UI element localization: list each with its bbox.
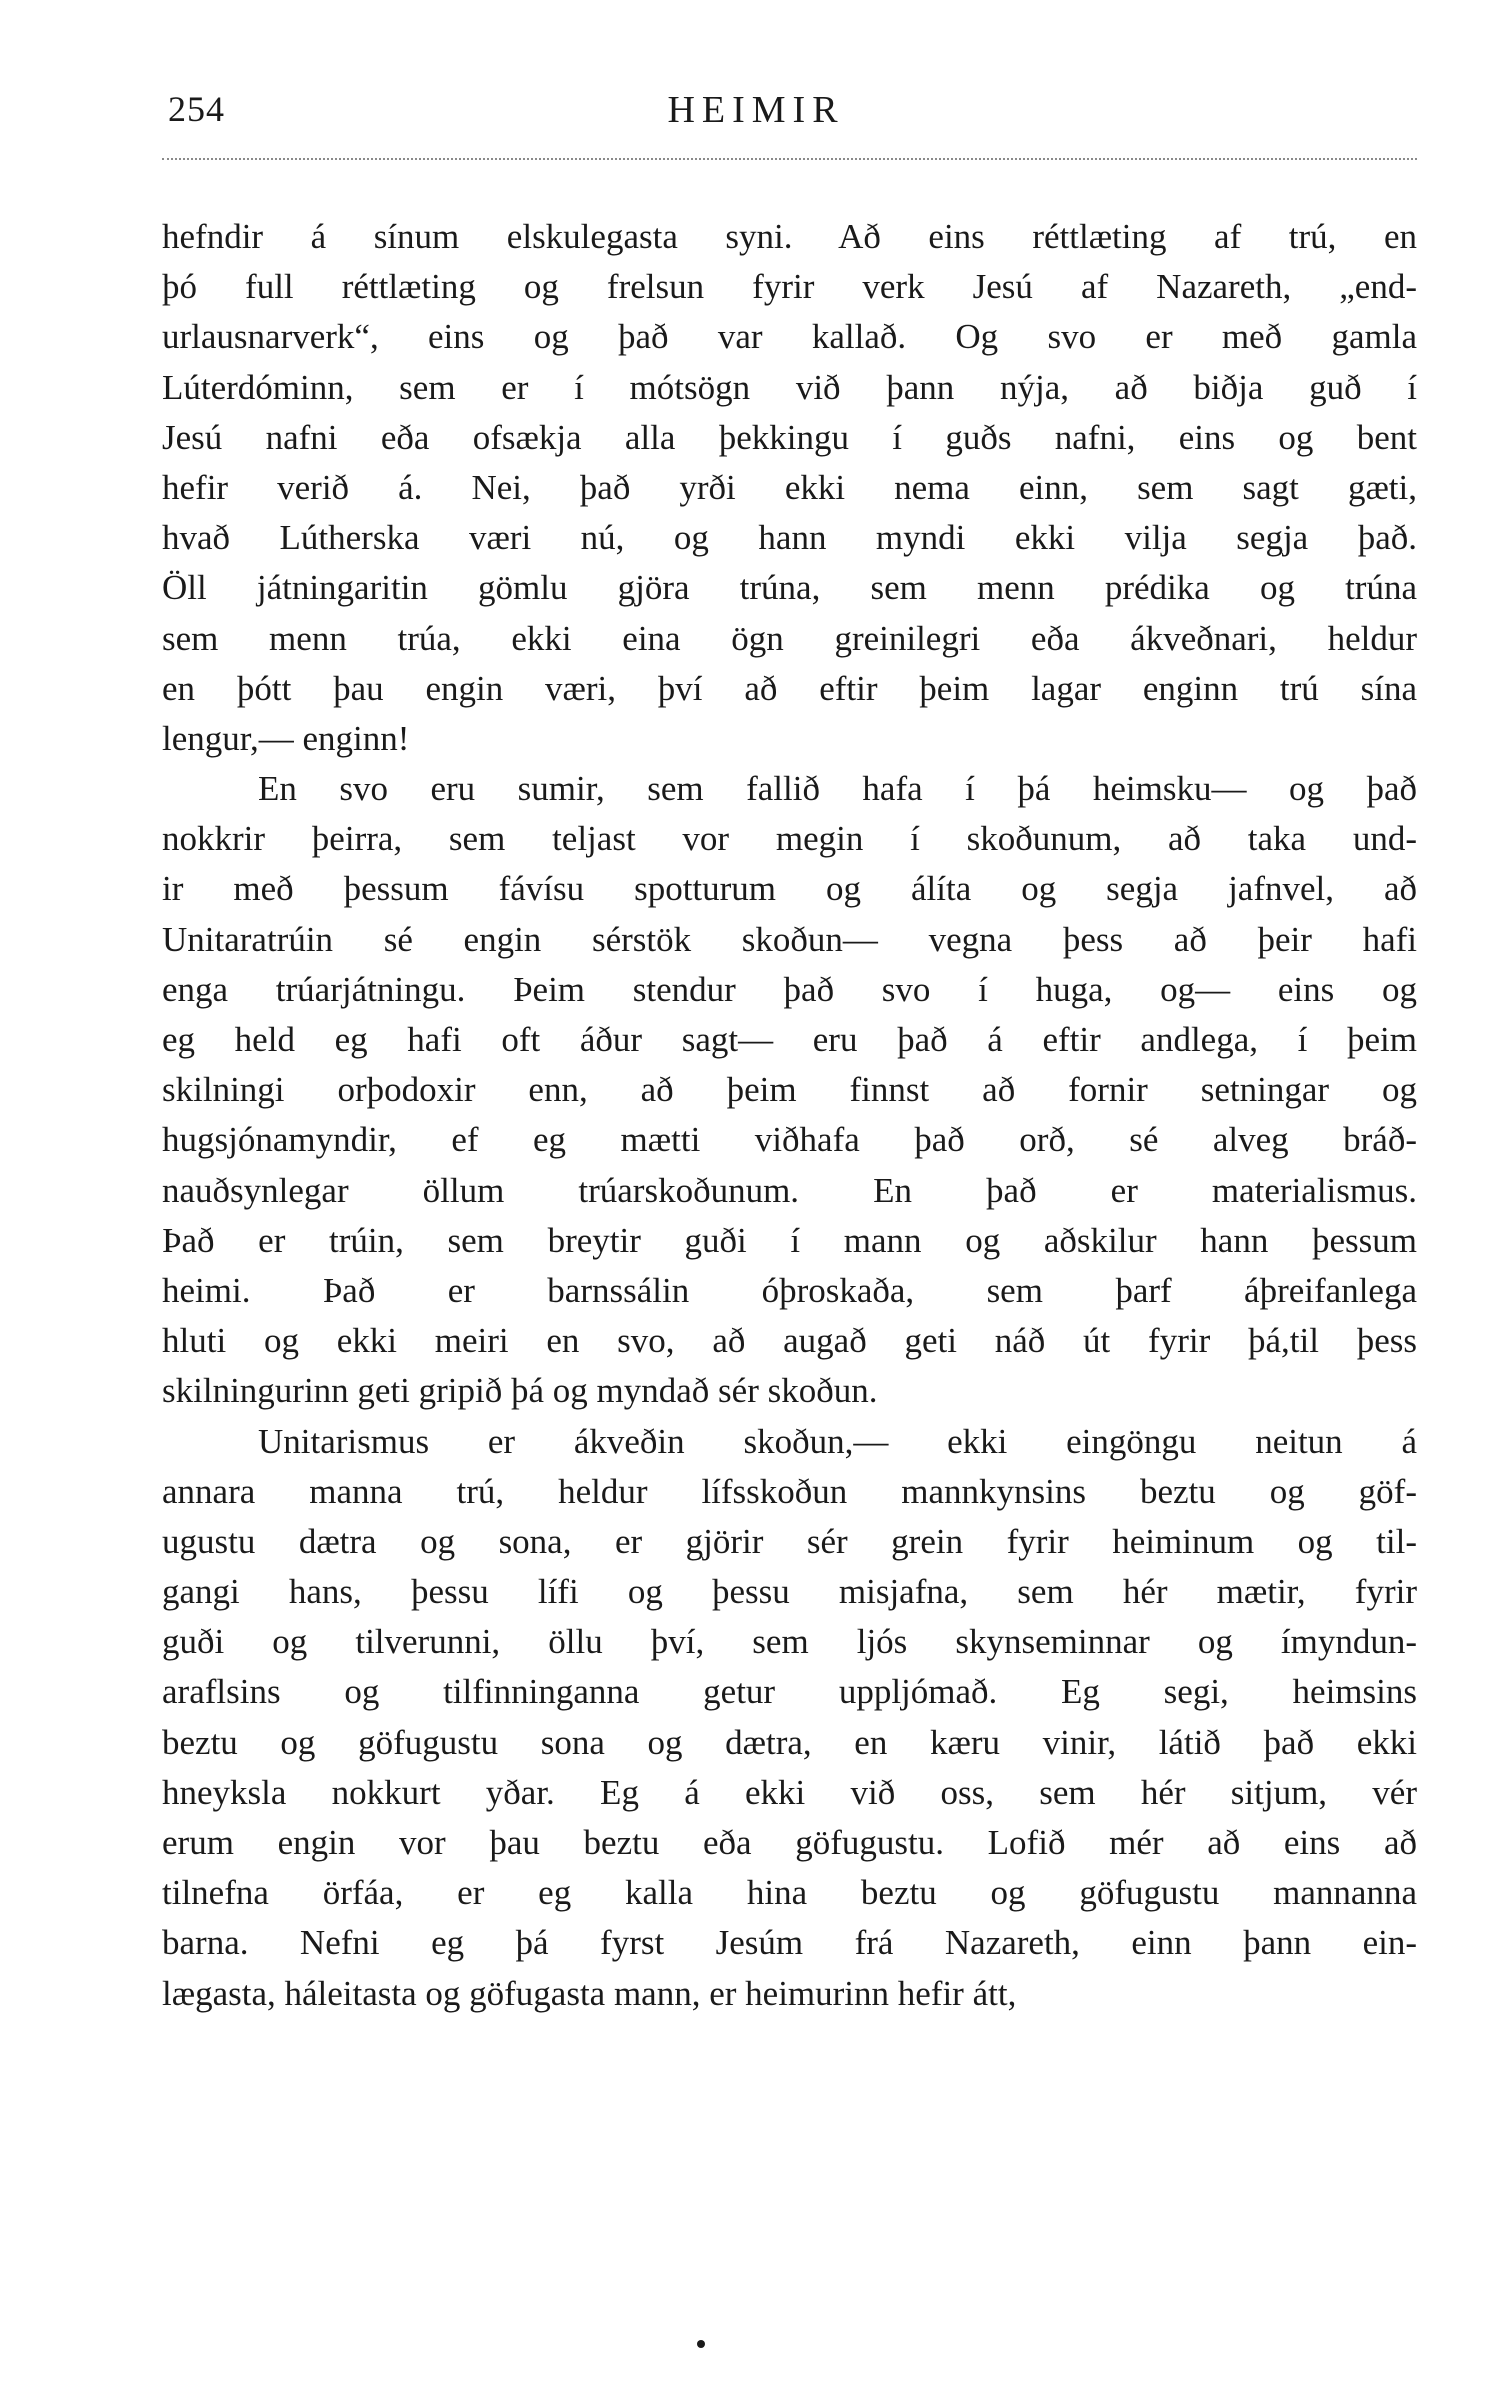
text-line: hneyksla nokkurt yðar. Eg á ekki við oss, sem hér sitjum, vér	[162, 1772, 1417, 1812]
text-line: þó full réttlæting og frelsun fyrir verk Jesú af Nazareth, „end-	[162, 267, 1417, 307]
text-line: tilnefna örfáa, er eg kalla hina beztu og göfugustu mannanna	[162, 1873, 1417, 1913]
text-line: ir með þessum fávísu spotturum og álíta og segja jafnvel, að	[162, 869, 1417, 909]
text-line: hefir verið á. Nei, það yrði ekki nema einn, sem sagt gæti,	[162, 467, 1417, 507]
text-line: hugsjónamyndir, ef eg mætti viðhafa það orð, sé alveg bráð-	[162, 1120, 1417, 1160]
paragraph	[162, 764, 1417, 1416]
text-line: Jesú nafni eða ofsækja alla þekkingu í guðs nafni, eins og bent	[162, 417, 1417, 457]
text-line: erum engin vor þau beztu eða göfugustu. Lofið mér að eins að	[162, 1823, 1417, 1862]
text-line: Lúterdóminn, sem er í mótsögn við þann nýja, að biðja guð í	[162, 367, 1417, 407]
text-line: guði og tilverunni, öllu því, sem ljós skynseminnar og ímyndun-	[162, 1622, 1417, 1662]
body-text	[162, 212, 1417, 2019]
text-line: annara manna trú, heldur lífsskoðun mannkynsins beztu og göf-	[162, 1471, 1417, 1511]
text-line: skilningi orþodoxir enn, að þeim finnst að fornir setningar og	[162, 1070, 1417, 1110]
paragraph	[162, 1417, 1417, 2019]
text-line: nokkrir þeirra, sem teljast vor megin í skoðunum, að taka und-	[162, 819, 1417, 859]
text-line: beztu og göfugustu sona og dætra, en kæru vinir, látið það ekki	[162, 1722, 1417, 1762]
running-title: HEIMIR	[667, 89, 845, 131]
text-line: lengur,— enginn!	[162, 718, 410, 758]
text-line: barna. Nefni eg þá fyrst Jesúm frá Nazareth, einn þann ein-	[162, 1923, 1417, 1963]
text-line: Unitarismus er ákveðin skoðun,— ekki eingöngu neitun á	[258, 1421, 1417, 1461]
text-line: hluti og ekki meiri en svo, að augað geti náð út fyrir þá,til þess	[162, 1321, 1417, 1361]
text-line: lægasta, háleitasta og göfugasta mann, er heimurinn hefir átt,	[162, 1973, 1017, 2013]
text-line: sem menn trúa, ekki eina ögn greinilegri eða ákveðnari, heldur	[162, 618, 1417, 658]
text-line: hefndir á sínum elskulegasta syni. Að eins réttlæting af trú, en	[162, 217, 1417, 256]
text-line: gangi hans, þessu lífi og þessu misjafna, sem hér mætir, fyrir	[162, 1572, 1417, 1612]
text-line: en þótt þau engin væri, því að eftir þeim lagar enginn trú sína	[162, 668, 1417, 708]
text-line: heimi. Það er barnssálin óþroskaða, sem þarf áþreifanlega	[162, 1270, 1417, 1310]
text-line: araflsins og tilfinninganna getur uppljómað. Eg segi, heimsins	[162, 1672, 1417, 1712]
text-line: enga trúarjátningu. Þeim stendur það svo í huga, og— eins og	[162, 969, 1417, 1009]
text-line: ugustu dætra og sona, er gjörir sér grein fyrir heiminum og til-	[162, 1521, 1417, 1561]
paragraph	[162, 212, 1417, 764]
text-line: urlausnarverk“, eins og það var kallað. Og svo er með gamla	[162, 317, 1417, 357]
printer-mark	[697, 2340, 705, 2348]
header-rule	[162, 158, 1417, 160]
text-line: eg held eg hafi oft áður sagt— eru það á eftir andlega, í þeim	[162, 1020, 1417, 1059]
text-line: Öll játningaritin gömlu gjöra trúna, sem menn prédika og trúna	[162, 568, 1417, 608]
text-line: skilningurinn geti gripið þá og myndað sér skoðun.	[162, 1371, 878, 1411]
text-line: nauðsynlegar öllum trúarskoðunum. En það er materialismus.	[162, 1170, 1417, 1210]
text-line: Unitaratrúin sé engin sérstök skoðun— vegna þess að þeir hafi	[162, 919, 1417, 959]
text-line: hvað Lútherska væri nú, og hann myndi ekki vilja segja það.	[162, 518, 1417, 558]
text-line: En svo eru sumir, sem fallið hafa í þá heimsku— og það	[258, 769, 1417, 809]
page-number: 254	[168, 89, 225, 129]
text-line: Það er trúin, sem breytir guði í mann og aðskilur hann þessum	[162, 1220, 1417, 1260]
